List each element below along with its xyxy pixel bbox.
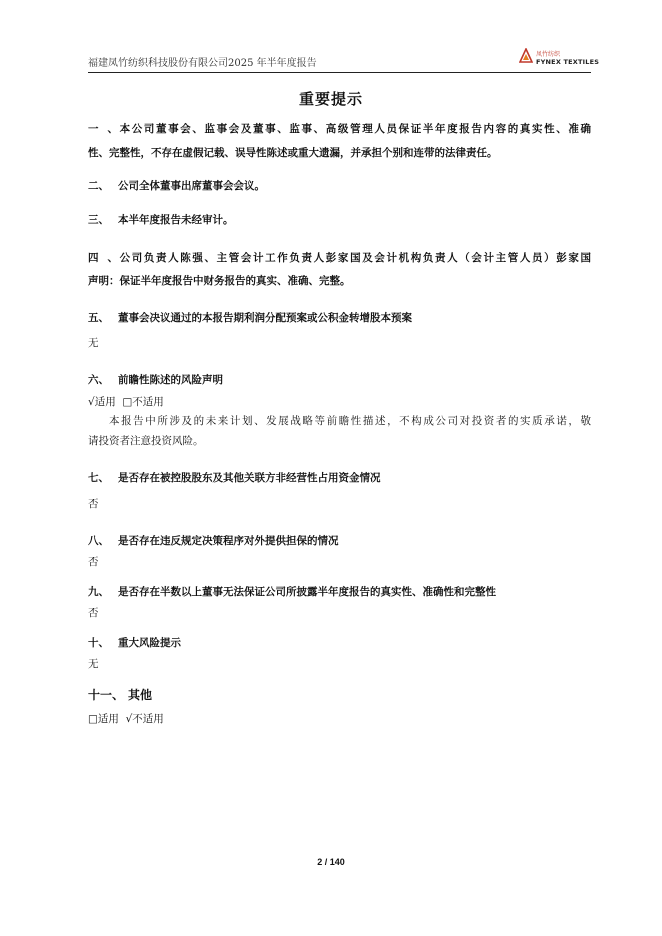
section-9-answer: 否	[88, 607, 99, 619]
report-header-title: 福建凤竹纺织科技股份有限公司2025 年半年度报告	[88, 58, 317, 69]
section-6-statement-line-1: 本报告中所涉及的未来计划、发展战略等前瞻性描述，不构成公司对投资者的实质承诺，敬	[109, 415, 591, 427]
section-2-text: 公司全体董事出席董事会会议。	[118, 180, 265, 192]
logo-mark-icon	[519, 48, 533, 64]
logo-chinese-name: 凤竹纺织	[536, 51, 561, 58]
section-8-text: 是否存在违反规定决策程序对外提供担保的情况	[118, 535, 339, 547]
section-6-statement-line-2: 请投资者注意投资风险。	[88, 435, 204, 447]
section-5-heading	[88, 311, 591, 326]
section-7-heading	[88, 471, 591, 486]
section-9-number: 九、	[88, 586, 109, 598]
section-8-number: 八、	[88, 535, 109, 547]
section-3	[88, 213, 591, 228]
section-10-text: 重大风险提示	[118, 637, 181, 649]
section-9-text: 是否存在半数以上董事无法保证公司所披露半年度报告的真实性、准确性和完整性	[118, 586, 496, 598]
section-9-heading	[88, 585, 591, 600]
page-header	[88, 46, 600, 73]
section-1-number: 一、	[88, 123, 118, 135]
section-3-number: 三、	[88, 214, 109, 226]
section-3-text: 本半年度报告未经审计。	[118, 214, 234, 226]
section-11-applicable-check: □适用	[88, 713, 119, 725]
logo-english-name: FYNEX TEXTILES	[536, 58, 600, 66]
section-1-text-1: 本公司董事会、监事会及董事、监事、高级管理人员保证半年度报告内容的真实性、准确	[118, 123, 591, 135]
section-2	[88, 179, 591, 194]
section-11-text: 其他	[128, 688, 153, 702]
section-6-number: 六、	[88, 374, 109, 386]
page-number: 2 / 140	[317, 857, 345, 867]
section-7-number: 七、	[88, 472, 109, 484]
section-4-text-1: 公司负责人陈强、主管会计工作负责人彭家国及会计机构负责人（会计主管人员）彭家国	[118, 252, 591, 264]
section-8-heading	[88, 534, 591, 549]
section-5-text: 董事会决议通过的本报告期利润分配预案或公积金转增股本预案	[118, 312, 412, 324]
section-11-heading	[88, 688, 591, 703]
section-10-heading	[88, 636, 591, 651]
section-10-answer: 无	[88, 658, 99, 670]
section-6-applicability	[88, 395, 591, 410]
company-logo	[519, 46, 600, 70]
section-6-heading	[88, 373, 591, 388]
section-7-text: 是否存在被控股股东及其他关联方非经营性占用资金情况	[118, 472, 381, 484]
section-4-line-1	[88, 251, 591, 266]
section-8-answer: 否	[88, 556, 99, 568]
section-5-number: 五、	[88, 312, 109, 324]
section-11-number: 十一、	[88, 688, 125, 702]
section-11-applicability	[88, 712, 591, 727]
section-5-answer: 无	[88, 337, 99, 349]
section-11-not-applicable-check: √不适用	[125, 713, 164, 725]
section-2-number: 二、	[88, 180, 109, 192]
section-4-text-2: 声明：保证半年度报告中财务报告的真实、准确、完整。	[88, 275, 351, 287]
page-title: 重要提示	[298, 90, 363, 108]
section-1-line-1	[88, 122, 591, 137]
section-6-applicable-check: √适用	[88, 396, 116, 408]
section-1-text-2: 性、完整性，不存在虚假记载、误导性陈述或重大遗漏，并承担个别和连带的法律责任。	[88, 147, 498, 159]
section-4-number: 四、	[88, 252, 118, 264]
section-6-not-applicable-check: □不适用	[122, 396, 164, 408]
section-10-number: 十、	[88, 637, 109, 649]
section-6-text: 前瞻性陈述的风险声明	[118, 374, 223, 386]
section-7-answer: 否	[88, 498, 99, 510]
